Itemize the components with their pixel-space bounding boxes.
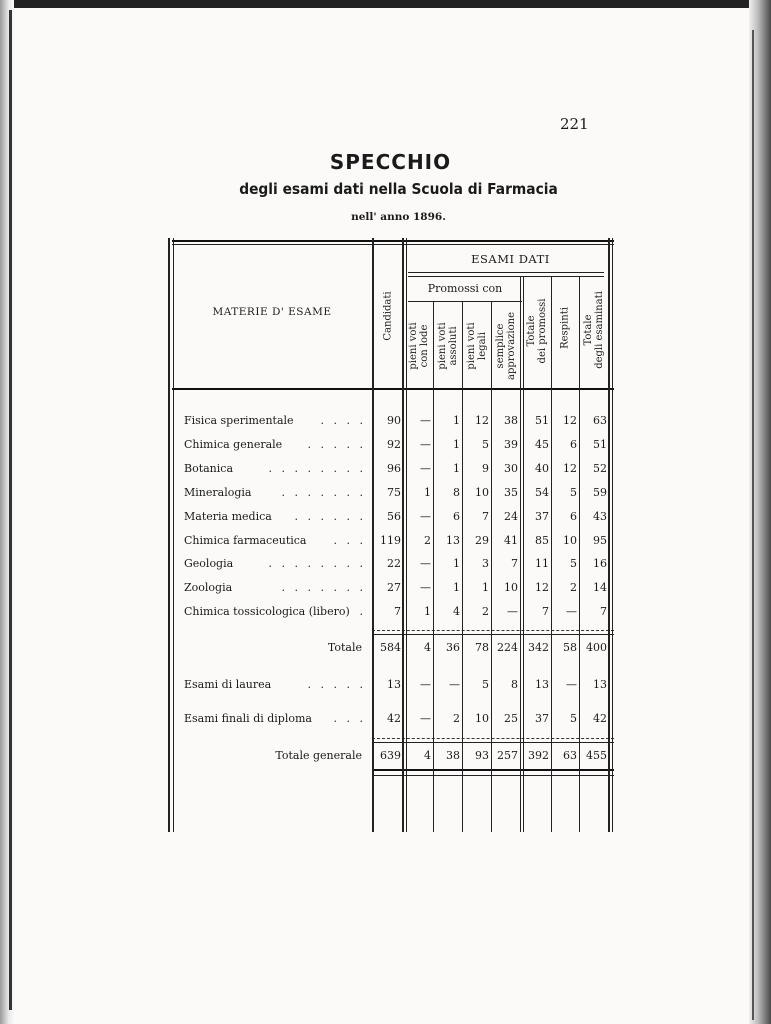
cell-value: 52 <box>593 461 607 475</box>
row-label: Mineralogia <box>184 485 252 499</box>
cell-value: — <box>449 678 460 691</box>
cell-value: 11 <box>535 557 549 571</box>
header-totale-promossi: Totale dei promossi <box>526 298 548 364</box>
exam-table <box>168 238 614 832</box>
cell-value: 2 <box>424 533 431 547</box>
cell-value: 1 <box>424 485 431 499</box>
cell-value: 1 <box>453 414 460 427</box>
col-rule-materie <box>372 238 374 832</box>
esami-dati-header: ESAMI DATI <box>471 252 550 266</box>
document-title: SPECCHIO <box>329 150 452 174</box>
col-rule-candidati <box>402 238 404 832</box>
cell-value: — <box>420 678 431 691</box>
left-border <box>168 238 170 832</box>
row-label: Esami di laurea <box>184 678 272 691</box>
cell-value: 29 <box>475 533 489 547</box>
row-label: Totale generale <box>275 749 362 762</box>
generale-rule <box>372 738 614 739</box>
leader-dots: . . . . . <box>307 678 366 691</box>
cell-value: 25 <box>504 712 518 725</box>
col-rule-respinti <box>579 276 580 832</box>
row-label: Esami finali di diploma <box>184 712 312 725</box>
cell-value: 6 <box>570 437 577 451</box>
cell-value: 7 <box>600 605 607 619</box>
cell-value: 400 <box>586 641 607 654</box>
table-top-rule-2 <box>172 244 614 245</box>
cell-value: 41 <box>504 533 518 547</box>
promossi-rule <box>408 301 522 302</box>
leader-dots: . . . . . . . . <box>268 461 366 475</box>
cell-value: 4 <box>424 749 431 762</box>
cell-value: 2 <box>570 581 577 595</box>
cell-value: 639 <box>380 749 401 762</box>
table-top-rule <box>172 240 614 242</box>
header-respinti: Respinti <box>559 307 571 349</box>
col-rule-semplice <box>520 276 521 832</box>
cell-value: 1 <box>453 581 460 595</box>
cell-value: 63 <box>563 749 577 762</box>
cell-value: 37 <box>535 509 549 523</box>
cell-value: 24 <box>504 509 518 523</box>
cell-value: 12 <box>563 461 577 475</box>
cell-value: — <box>420 461 431 475</box>
cell-value: 85 <box>535 533 549 547</box>
leader-dots: . . . <box>333 533 366 547</box>
cell-value: 224 <box>497 641 518 654</box>
cell-value: 95 <box>593 533 607 547</box>
header-semplice: semplice approvazione <box>495 311 517 381</box>
cell-value: 96 <box>387 461 401 475</box>
cell-value: 119 <box>380 533 401 547</box>
cell-value: 10 <box>475 712 489 725</box>
right-border-2 <box>612 238 613 832</box>
cell-value: 392 <box>528 749 549 762</box>
cell-value: 22 <box>387 557 401 571</box>
row-label: Geologia <box>184 557 234 571</box>
row-label: Totale <box>327 641 362 654</box>
cell-value: 54 <box>535 485 549 499</box>
year-line: nell' anno 1896. <box>351 211 446 223</box>
col-rule-legali <box>491 302 492 832</box>
cell-value: 1 <box>453 437 460 451</box>
cell-value: 43 <box>593 509 607 523</box>
totale-rule <box>372 630 614 631</box>
cell-value: 13 <box>593 678 607 691</box>
cell-value: 1 <box>453 557 460 571</box>
left-border-inner <box>173 238 174 832</box>
right-border <box>608 238 610 832</box>
cell-value: — <box>420 557 431 571</box>
header-totale-esaminati: Totale degli esaminati <box>583 291 605 369</box>
row-label: Chimica generale <box>184 437 283 451</box>
cell-value: — <box>420 712 431 725</box>
cell-value: 4 <box>424 641 431 654</box>
leader-dots: . <box>359 605 366 619</box>
cell-value: 78 <box>475 641 489 654</box>
cell-value: 8 <box>453 485 460 499</box>
page-number: 221 <box>560 115 589 133</box>
leader-dots: . . . . . . <box>294 509 366 523</box>
cell-value: 14 <box>593 581 607 595</box>
cell-value: 63 <box>593 414 607 427</box>
cell-value: 75 <box>387 485 401 499</box>
cell-value: 5 <box>570 557 577 571</box>
esami-dati-rule-2 <box>408 276 604 277</box>
cell-value: — <box>420 437 431 451</box>
cell-value: 1 <box>424 605 431 619</box>
cell-value: 56 <box>387 509 401 523</box>
header-lode: pieni voti con lode <box>408 322 430 370</box>
header-bottom-rule <box>172 388 614 390</box>
bottom-rule-2 <box>372 775 614 776</box>
cell-value: 92 <box>387 437 401 451</box>
cell-value: 7 <box>511 557 518 571</box>
leader-dots: . . . . . . . <box>281 581 366 595</box>
cell-value: 40 <box>535 461 549 475</box>
cell-value: 7 <box>482 509 489 523</box>
cell-value: 27 <box>387 581 401 595</box>
cell-value: 13 <box>387 678 401 691</box>
cell-value: 4 <box>453 605 460 619</box>
cell-value: 6 <box>453 509 460 523</box>
cell-value: 10 <box>475 485 489 499</box>
row-label: Zoologia <box>184 581 233 595</box>
cell-value: 35 <box>504 485 518 499</box>
cell-value: 12 <box>563 414 577 427</box>
cell-value: 9 <box>482 461 489 475</box>
cell-value: 16 <box>593 557 607 571</box>
cell-value: 5 <box>570 485 577 499</box>
document-subtitle: degli esami dati nella Scuola di Farmacia <box>239 180 558 198</box>
row-label: Chimica farmaceutica <box>184 533 307 547</box>
cell-value: 59 <box>593 485 607 499</box>
cell-value: 12 <box>535 581 549 595</box>
cell-value: 13 <box>446 533 460 547</box>
row-label: Chimica tossicologica (libero) <box>184 605 350 619</box>
cell-value: 257 <box>497 749 518 762</box>
col-rule-totale-promossi <box>551 276 552 832</box>
cell-value: 5 <box>482 678 489 691</box>
cell-value: 342 <box>528 641 549 654</box>
col-rule-semplice-2 <box>523 276 524 832</box>
cell-value: 58 <box>563 641 577 654</box>
cell-value: 584 <box>380 641 401 654</box>
leader-dots: . . . . . . . <box>281 485 366 499</box>
cell-value: 455 <box>586 749 607 762</box>
cell-value: 51 <box>535 414 549 427</box>
esami-dati-rule <box>408 272 604 273</box>
leader-dots: . . . . . <box>307 437 366 451</box>
leader-dots: . . . . . . . . <box>268 557 366 571</box>
generale-rule-2 <box>372 742 614 743</box>
cell-value: — <box>566 605 577 619</box>
cell-value: 36 <box>446 641 460 654</box>
cell-value: — <box>420 581 431 595</box>
cell-value: — <box>420 414 431 427</box>
header-legali: pieni voti legali <box>466 322 488 370</box>
cell-value: 93 <box>475 749 489 762</box>
cell-value: 42 <box>593 712 607 725</box>
cell-value: 90 <box>387 414 401 427</box>
cell-value: 12 <box>475 414 489 427</box>
promossi-con-header: Promossi con <box>427 282 503 295</box>
leader-dots: . . . <box>333 712 366 725</box>
cell-value: 37 <box>535 712 549 725</box>
cell-value: 5 <box>482 437 489 451</box>
cell-value: 1 <box>453 461 460 475</box>
cell-value: 42 <box>387 712 401 725</box>
bottom-rule <box>372 769 614 771</box>
cell-value: 38 <box>504 414 518 427</box>
totale-rule-2 <box>372 634 614 635</box>
row-label: Fisica sperimentale <box>184 414 294 427</box>
cell-value: 3 <box>482 557 489 571</box>
cell-value: 39 <box>504 437 518 451</box>
materie-header: MATERIE D' ESAME <box>212 306 332 318</box>
row-label: Botanica <box>184 461 234 475</box>
cell-value: 51 <box>593 437 607 451</box>
leader-dots: . . . . <box>320 414 366 427</box>
col-rule-assoluti <box>462 302 463 832</box>
header-assoluti: pieni voti assoluti <box>437 322 459 370</box>
cell-value: 30 <box>504 461 518 475</box>
cell-value: 8 <box>511 678 518 691</box>
cell-value: 38 <box>446 749 460 762</box>
cell-value: 45 <box>535 437 549 451</box>
cell-value: 7 <box>394 605 401 619</box>
cell-value: — <box>507 605 518 619</box>
cell-value: 1 <box>482 581 489 595</box>
cell-value: 10 <box>504 581 518 595</box>
cell-value: 6 <box>570 509 577 523</box>
col-rule-candidati-2 <box>406 238 407 832</box>
cell-value: 7 <box>542 605 549 619</box>
cell-value: 13 <box>535 678 549 691</box>
cell-value: 2 <box>453 712 460 725</box>
cell-value: — <box>566 678 577 691</box>
col-rule-lode <box>433 302 434 832</box>
cell-value: 2 <box>482 605 489 619</box>
cell-value: 5 <box>570 712 577 725</box>
page-right-line <box>752 30 754 1020</box>
cell-value: 10 <box>563 533 577 547</box>
header-candidati: Candidati <box>382 291 394 341</box>
page-top-edge <box>0 0 771 8</box>
row-label: Materia medica <box>184 509 272 523</box>
cell-value: — <box>420 509 431 523</box>
